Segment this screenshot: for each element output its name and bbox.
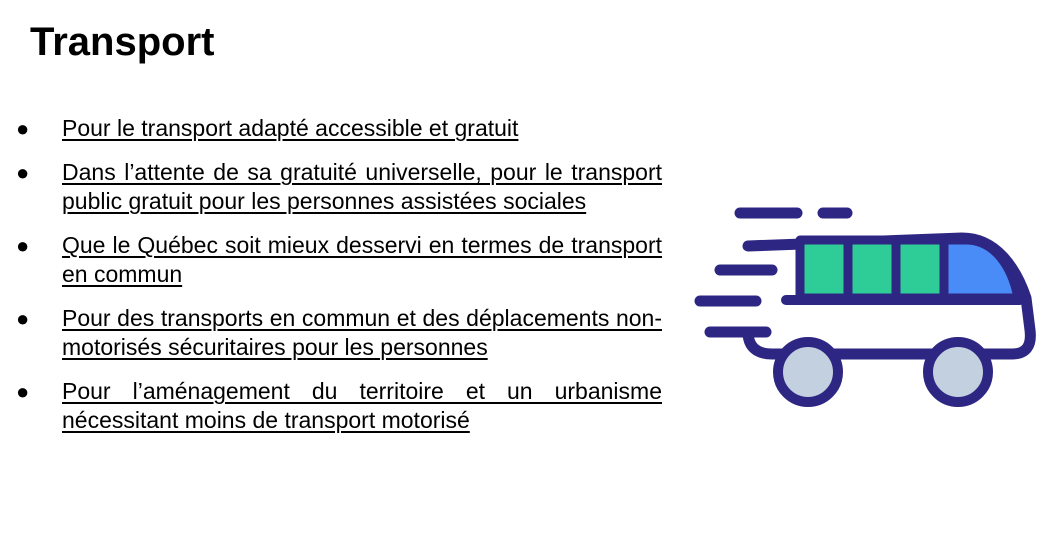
list-item [0, 114, 662, 143]
bullet-link[interactable]: Pour le transport adapté accessible et gratuit [62, 115, 519, 141]
bullet-icon: ● [16, 379, 30, 404]
bullet-icon: ● [16, 116, 30, 141]
bullet-icon: ● [16, 306, 30, 331]
bullet-icon: ● [16, 160, 30, 185]
bus-wheel [928, 342, 988, 402]
bullet-link[interactable]: Dans l’attente de sa gratuité universelle, pour le transport public gratuit pour les personnes assistées sociales [62, 159, 662, 214]
list-item [0, 158, 662, 216]
bullet-link[interactable]: Pour des transports en commun et des déplacements non-motorisés sécuritaires pour les personnes [62, 305, 662, 360]
list-item [0, 231, 662, 289]
list-item [0, 304, 662, 362]
bus-icon [690, 196, 1052, 416]
bullet-link[interactable]: Pour l’aménagement du territoire et un urbanisme nécessitant moins de transport motorisé [62, 378, 662, 433]
list-item [0, 377, 662, 435]
bullet-list [0, 114, 662, 450]
bus-window [804, 244, 844, 294]
bullet-icon: ● [16, 233, 30, 258]
bus-window [900, 244, 940, 294]
page-title: Transport [30, 20, 215, 64]
bus-wheel [778, 342, 838, 402]
bullet-link[interactable]: Que le Québec soit mieux desservi en termes de transport en commun [62, 232, 662, 287]
bus-window [852, 244, 892, 294]
